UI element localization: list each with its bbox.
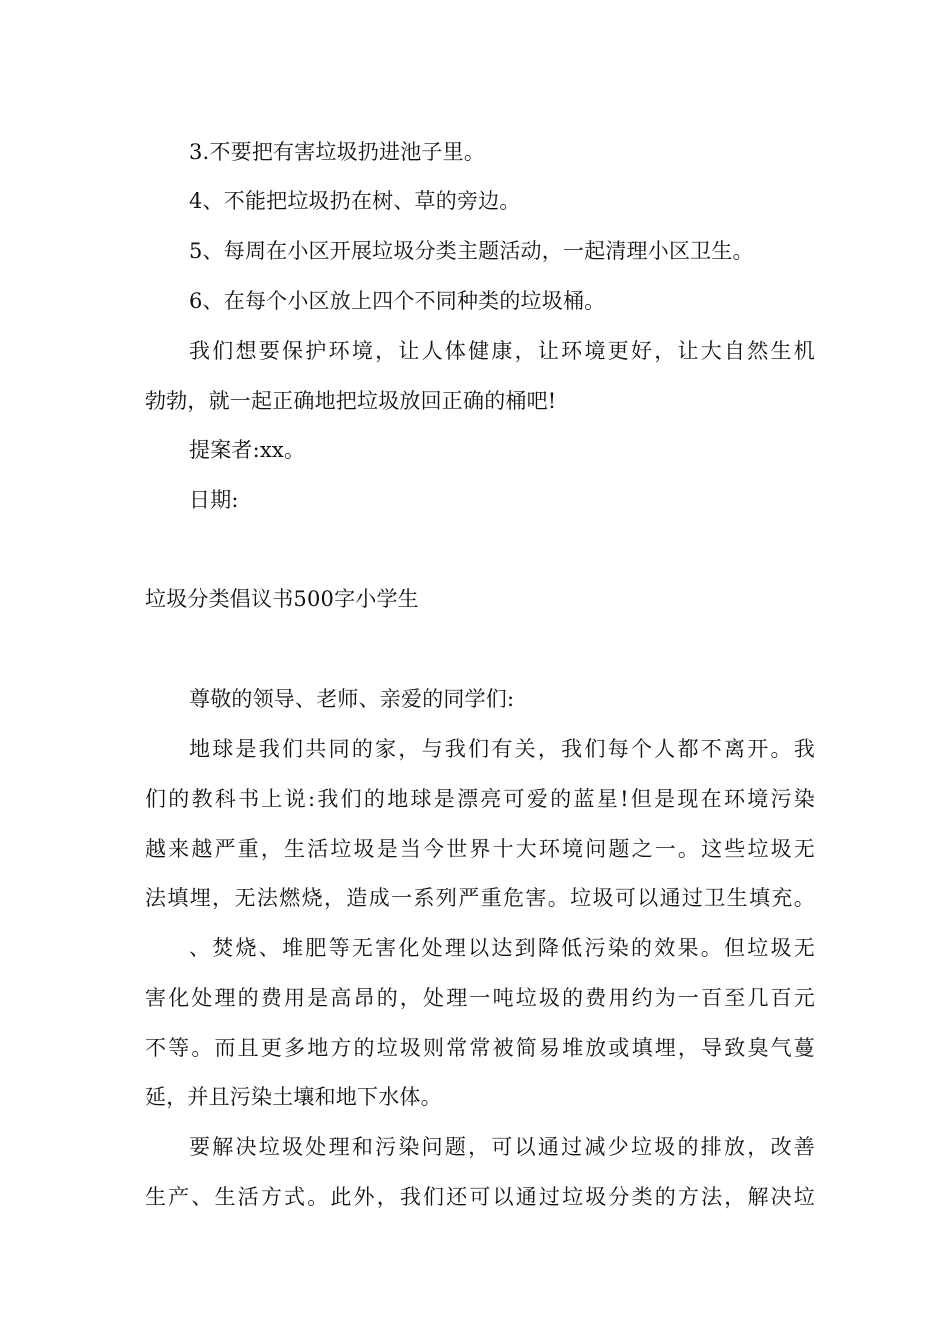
- paragraph-line: 延，并且污染土壤和地下水体。: [145, 1085, 442, 1109]
- paragraph-line: 生产、生活方式。此外，我们还可以通过垃圾分类的方法，解决垃: [145, 1185, 815, 1209]
- proposer-line: 提案者:xx。: [189, 438, 306, 462]
- list-item: 6、在每个小区放上四个不同种类的垃圾桶。: [189, 289, 606, 313]
- list-item: 5、每周在小区开展垃圾分类主题活动，一起清理小区卫生。: [189, 239, 754, 263]
- paragraph-line: 不等。而且更多地方的垃圾则常常被简易堆放或填埋，导致臭气蔓: [145, 1036, 815, 1060]
- salutation: 尊敬的领导、老师、亲爱的同学们:: [189, 687, 515, 711]
- date-line: 日期:: [189, 488, 239, 512]
- paragraph-line: 法填埋，无法燃烧，造成一系列严重危害。垃圾可以通过卫生填充。: [145, 886, 815, 910]
- closing-line: 我们想要保护环境，让人体健康，让环境更好，让大自然生机: [189, 339, 815, 363]
- list-item: 4、不能把垃圾扔在树、草的旁边。: [189, 189, 521, 213]
- paragraph-line: 地球是我们共同的家，与我们有关，我们每个人都不离开。我: [189, 737, 815, 761]
- paragraph-line: 、焚烧、堆肥等无害化处理以达到降低污染的效果。但垃圾无: [189, 936, 815, 960]
- paragraph-line: 越来越严重，生活垃圾是当今世界十大环境问题之一。这些垃圾无: [145, 837, 815, 861]
- paragraph-line: 们的教科书上说:我们的地球是漂亮可爱的蓝星!但是现在环境污染: [145, 787, 815, 811]
- paragraph-line: 害化处理的费用是高昂的，处理一吨垃圾的费用约为一百至几百元: [145, 986, 815, 1010]
- paragraph-line: 要解决垃圾处理和污染问题，可以通过减少垃圾的排放，改善: [189, 1135, 815, 1159]
- section-title: 垃圾分类倡议书500字小学生: [145, 587, 419, 611]
- list-item: 3.不要把有害垃圾扔进池子里。: [189, 140, 486, 164]
- closing-line: 勃勃，就一起正确地把垃圾放回正确的桶吧!: [145, 389, 557, 413]
